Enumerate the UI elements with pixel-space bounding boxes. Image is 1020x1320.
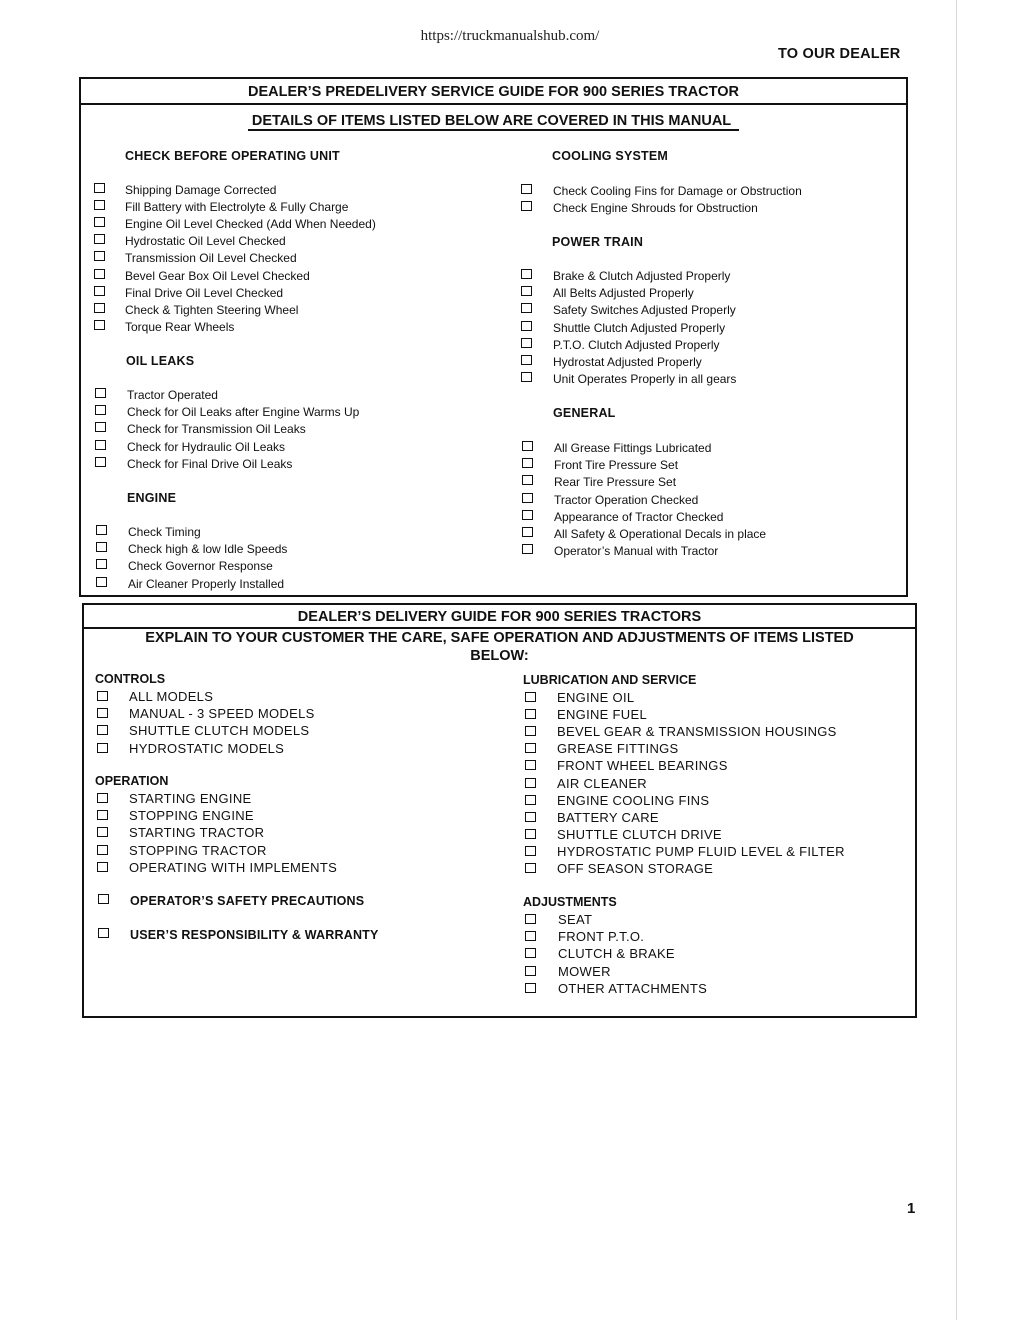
checkbox[interactable] bbox=[521, 372, 532, 382]
checkbox[interactable] bbox=[94, 234, 105, 244]
checklist-item-label: Check Timing bbox=[128, 525, 201, 539]
checkbox[interactable] bbox=[525, 692, 536, 702]
checkbox[interactable] bbox=[94, 269, 105, 279]
checkbox[interactable] bbox=[525, 948, 536, 958]
checklist-item-label: Front Tire Pressure Set bbox=[554, 458, 679, 473]
checklist-item-label: Check for Oil Leaks after Engine Warms Up bbox=[127, 405, 360, 420]
checkbox[interactable] bbox=[525, 743, 536, 753]
checklist-item-label: Shipping Damage Corrected bbox=[125, 183, 277, 197]
checkbox[interactable] bbox=[525, 829, 536, 839]
delivery-title: DEALER’S DELIVERY GUIDE FOR 900 SERIES TRACTORS bbox=[297, 609, 702, 625]
warranty-item: USER’S RESPONSIBILITY & WARRANTY bbox=[130, 928, 379, 942]
checklist-item-label: Check Cooling Fins for Damage or Obstruction bbox=[553, 184, 802, 198]
checkbox[interactable] bbox=[94, 286, 105, 296]
checklist-item-label: Check for Final Drive Oil Leaks bbox=[127, 456, 293, 471]
scan-edge-line bbox=[956, 0, 957, 1320]
checklist-item-label: Engine Oil Level Checked (Add When Needed) bbox=[125, 217, 376, 232]
checkbox[interactable] bbox=[521, 355, 532, 365]
checkbox[interactable] bbox=[525, 914, 536, 924]
checklist-item-label: Unit Operates Properly in all gears bbox=[553, 372, 737, 387]
checklist-item-label: Fill Battery with Electrolyte & Fully Charge bbox=[125, 200, 349, 215]
cooling-heading: COOLING SYSTEM bbox=[552, 149, 669, 163]
check-before-heading: CHECK BEFORE OPERATING UNIT bbox=[125, 149, 340, 163]
checkbox[interactable] bbox=[95, 457, 106, 467]
delivery-subtitle-line2: BELOW: bbox=[470, 648, 529, 664]
checklist-item-label: GREASE FITTINGS bbox=[557, 741, 679, 757]
checklist-item-label: ALL MODELS bbox=[129, 689, 214, 704]
checklist-item-label: STOPPING TRACTOR bbox=[129, 842, 267, 858]
checkbox[interactable] bbox=[94, 183, 105, 193]
checklist-item-label: All Grease Fittings Lubricated bbox=[554, 441, 712, 455]
checkbox[interactable] bbox=[94, 217, 105, 227]
checklist-item-label: Torque Rear Wheels bbox=[125, 319, 235, 334]
divider bbox=[84, 627, 915, 629]
checkbox[interactable] bbox=[97, 845, 108, 855]
checkbox[interactable] bbox=[525, 966, 536, 976]
checklist-item-label: HYDROSTATIC PUMP FLUID LEVEL & FILTER bbox=[557, 843, 845, 859]
predelivery-guide-box bbox=[79, 77, 908, 597]
checkbox[interactable] bbox=[95, 405, 106, 415]
checkbox[interactable] bbox=[96, 525, 107, 535]
operation-heading: OPERATION bbox=[95, 774, 169, 788]
checklist-item-label: SEAT bbox=[558, 912, 593, 927]
checklist-item-label: AIR CLEANER bbox=[557, 775, 647, 791]
checklist-item-label: MOWER bbox=[558, 963, 611, 979]
checkbox[interactable] bbox=[95, 388, 106, 398]
checkbox[interactable] bbox=[521, 269, 532, 279]
checkbox[interactable] bbox=[525, 863, 536, 873]
checklist-item-label: HYDROSTATIC MODELS bbox=[129, 740, 285, 756]
lubrication-heading: LUBRICATION AND SERVICE bbox=[523, 673, 697, 687]
checkbox[interactable] bbox=[522, 493, 533, 503]
checkbox[interactable] bbox=[522, 458, 533, 468]
checklist-item-label: Tractor Operated bbox=[127, 388, 218, 402]
checkbox[interactable] bbox=[94, 303, 105, 313]
predelivery-subtitle bbox=[81, 113, 906, 129]
checkbox[interactable] bbox=[525, 709, 536, 719]
checkbox[interactable] bbox=[97, 793, 108, 803]
checklist-item-label: Bevel Gear Box Oil Level Checked bbox=[125, 268, 310, 283]
checkbox[interactable] bbox=[522, 441, 533, 451]
checklist-item-label: Check Engine Shrouds for Obstruction bbox=[553, 201, 758, 216]
power-train-heading: POWER TRAIN bbox=[552, 235, 644, 249]
checkbox[interactable] bbox=[525, 778, 536, 788]
checklist-item-label: OTHER ATTACHMENTS bbox=[558, 980, 708, 996]
predelivery-subtitle-text: DETAILS OF ITEMS LISTED BELOW ARE COVERED IN THIS MANUAL bbox=[248, 113, 739, 131]
checkbox[interactable] bbox=[525, 846, 536, 856]
checklist-item-label: SHUTTLE CLUTCH DRIVE bbox=[557, 826, 722, 842]
checklist-item-label: All Belts Adjusted Properly bbox=[553, 286, 694, 301]
checklist-item-label: ENGINE FUEL bbox=[557, 707, 647, 723]
page-corner-title: TO OUR DEALER bbox=[778, 46, 901, 62]
checkbox[interactable] bbox=[97, 862, 108, 872]
divider bbox=[81, 103, 906, 105]
checklist-item-label: Check Governor Response bbox=[128, 559, 273, 574]
checkbox[interactable] bbox=[97, 810, 108, 820]
engine-heading: ENGINE bbox=[127, 491, 177, 505]
checkbox[interactable] bbox=[97, 708, 108, 718]
checkbox[interactable] bbox=[96, 542, 107, 552]
checklist-item-label: STOPPING ENGINE bbox=[129, 808, 254, 824]
checklist-item-label: Transmission Oil Level Checked bbox=[125, 251, 297, 266]
checklist-item-label: All Safety & Operational Decals in place bbox=[554, 527, 767, 541]
checkbox[interactable] bbox=[98, 894, 109, 904]
checklist-item-label: ENGINE OIL bbox=[557, 690, 635, 705]
checkbox[interactable] bbox=[521, 184, 532, 194]
safety-precautions-item: OPERATOR’S SAFETY PRECAUTIONS bbox=[130, 894, 365, 908]
checkbox[interactable] bbox=[525, 726, 536, 736]
checkbox[interactable] bbox=[98, 928, 109, 938]
checkbox[interactable] bbox=[521, 338, 532, 348]
checkbox[interactable] bbox=[95, 422, 106, 432]
checkbox[interactable] bbox=[525, 983, 536, 993]
adjustments-heading: ADJUSTMENTS bbox=[523, 895, 617, 909]
checkbox[interactable] bbox=[525, 812, 536, 822]
checklist-item-label: SHUTTLE CLUTCH MODELS bbox=[129, 723, 310, 739]
checklist-item-label: Shuttle Clutch Adjusted Properly bbox=[553, 320, 726, 335]
checklist-item-label: BATTERY CARE bbox=[557, 809, 659, 825]
checkbox[interactable] bbox=[97, 691, 108, 701]
checkbox[interactable] bbox=[97, 743, 108, 753]
checkbox[interactable] bbox=[94, 200, 105, 210]
checklist-item-label: Check for Transmission Oil Leaks bbox=[127, 422, 306, 437]
checklist-item-label: Appearance of Tractor Checked bbox=[554, 509, 724, 524]
checkbox[interactable] bbox=[525, 760, 536, 770]
checklist-item-label: Safety Switches Adjusted Properly bbox=[553, 303, 736, 318]
checkbox[interactable] bbox=[97, 827, 108, 837]
checklist-item-label: Air Cleaner Properly Installed bbox=[128, 576, 285, 591]
checklist-item-label: Final Drive Oil Level Checked bbox=[125, 285, 284, 300]
checklist-item-label: STARTING ENGINE bbox=[129, 791, 252, 806]
checklist-item-label: Check high & low Idle Speeds bbox=[128, 542, 288, 557]
checklist-item-label: OFF SEASON STORAGE bbox=[557, 861, 714, 876]
checklist-item-label: FRONT WHEEL BEARINGS bbox=[557, 758, 728, 774]
source-url[interactable]: https://truckmanualshub.com/ bbox=[420, 28, 600, 44]
predelivery-title: DEALER’S PREDELIVERY SERVICE GUIDE FOR 900 SERIES TRACTOR bbox=[248, 84, 739, 100]
checklist-item-label: ENGINE COOLING FINS bbox=[557, 792, 710, 808]
oil-leaks-heading: OIL LEAKS bbox=[126, 354, 195, 368]
checklist-item-label: Brake & Clutch Adjusted Properly bbox=[553, 269, 731, 283]
checkbox[interactable] bbox=[521, 303, 532, 313]
checkbox[interactable] bbox=[521, 321, 532, 331]
checkbox[interactable] bbox=[94, 320, 105, 330]
delivery-subtitle-line1: EXPLAIN TO YOUR CUSTOMER THE CARE, SAFE OPERATION AND ADJUSTMENTS OF ITEMS LISTED bbox=[145, 630, 854, 646]
checkbox[interactable] bbox=[525, 795, 536, 805]
checklist-item-label: CLUTCH & BRAKE bbox=[558, 946, 675, 962]
checkbox[interactable] bbox=[522, 527, 533, 537]
checkbox[interactable] bbox=[522, 510, 533, 520]
checklist-item-label: MANUAL - 3 SPEED MODELS bbox=[129, 706, 315, 722]
checkbox[interactable] bbox=[97, 725, 108, 735]
checklist-item-label: Rear Tire Pressure Set bbox=[554, 475, 677, 490]
checkbox[interactable] bbox=[95, 440, 106, 450]
checkbox[interactable] bbox=[521, 201, 532, 211]
checklist-item-label: Check for Hydraulic Oil Leaks bbox=[127, 439, 286, 454]
general-heading: GENERAL bbox=[553, 406, 616, 420]
checkbox[interactable] bbox=[522, 544, 533, 554]
checklist-item-label: Tractor Operation Checked bbox=[554, 492, 699, 507]
checkbox[interactable] bbox=[522, 475, 533, 485]
checkbox[interactable] bbox=[96, 577, 107, 587]
checkbox[interactable] bbox=[525, 931, 536, 941]
checklist-item-label: P.T.O. Clutch Adjusted Properly bbox=[553, 337, 720, 352]
checkbox[interactable] bbox=[521, 286, 532, 296]
checklist-item-label: STARTING TRACTOR bbox=[129, 825, 265, 841]
checklist-item-label: Hydrostat Adjusted Properly bbox=[553, 355, 702, 369]
delivery-guide-box bbox=[82, 603, 917, 1018]
checklist-item-label: OPERATING WITH IMPLEMENTS bbox=[129, 859, 338, 875]
checklist-item-label: BEVEL GEAR & TRANSMISSION HOUSINGS bbox=[557, 724, 837, 740]
page-number: 1 bbox=[907, 1200, 916, 1217]
checklist-item-label: Check & Tighten Steering Wheel bbox=[125, 302, 299, 317]
checklist-item-label: Hydrostatic Oil Level Checked bbox=[125, 234, 286, 249]
checklist-item-label: FRONT P.T.O. bbox=[558, 929, 645, 945]
checklist-item-label: Operator’s Manual with Tractor bbox=[554, 544, 719, 559]
controls-heading: CONTROLS bbox=[95, 672, 166, 686]
checkbox[interactable] bbox=[96, 559, 107, 569]
checkbox[interactable] bbox=[94, 251, 105, 261]
